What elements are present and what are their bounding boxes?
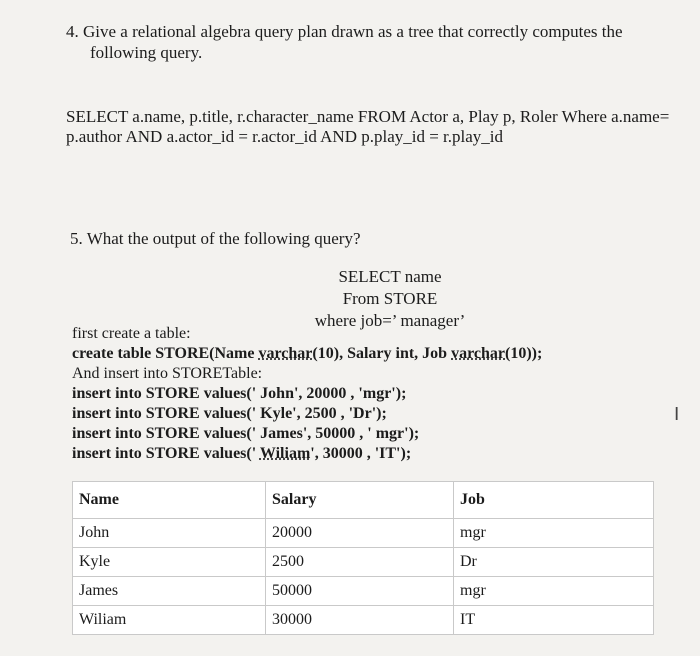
query-line-select: SELECT name [338,267,442,286]
insert-into-text: And insert into STORETable: [72,365,263,382]
cell-name: John [73,519,266,548]
cell-job: IT [454,606,654,635]
table-header-row [73,482,654,519]
cell-salary: 2500 [266,548,454,577]
create-table-statement: create table STORE(Name varchar(10), Salary int, Job varchar(10)); [72,345,543,362]
cell-salary: 30000 [266,606,454,635]
insert-statement-1: insert into STORE values(' John', 20000 , 'mgr'); [72,385,407,402]
query-block [300,266,480,332]
insert-statement-4: insert into STORE values(' Wiliam', 30000 , 'IT'); [72,445,412,462]
setup-block [72,324,542,464]
query-line-from: From STORE [342,289,438,308]
question-5: 5. What the output of the following query? [70,229,361,248]
insert-statement-2: insert into STORE values(' Kyle', 2500 , 'Dr'); [72,405,387,422]
table-row [73,606,654,635]
cell-salary: 50000 [266,577,454,606]
store-table [72,481,654,635]
cell-name: Wiliam [73,606,266,635]
header-salary: Salary [266,482,454,519]
question-4-line-1: 4. Give a relational algebra query plan drawn as a tree that correctly computes the [66,22,623,41]
question-4-line-2: following query. [90,43,203,62]
header-job: Job [454,482,654,519]
first-create-text: first create a table: [72,325,191,342]
cell-name: Kyle [73,548,266,577]
cell-name: James [73,577,266,606]
header-name: Name [73,482,266,519]
text-cursor-icon: I [674,404,680,425]
cell-job: mgr [454,577,654,606]
sql-query-line-2: p.author AND a.actor_id = r.actor_id AND p.play_id = r.play_id [66,127,504,146]
insert-statement-3: insert into STORE values(' James', 50000 , ' mgr'); [72,425,420,442]
sql-query-line-1: SELECT a.name, p.title, r.character_name FROM Actor a, Play p, Roler Where a.name= [66,107,670,126]
cell-salary: 20000 [266,519,454,548]
query-line-where: where job=’ manager’ [314,311,466,330]
cell-job: mgr [454,519,654,548]
cell-job: Dr [454,548,654,577]
table-row [73,577,654,606]
table-row [73,548,654,577]
table-row [73,519,654,548]
